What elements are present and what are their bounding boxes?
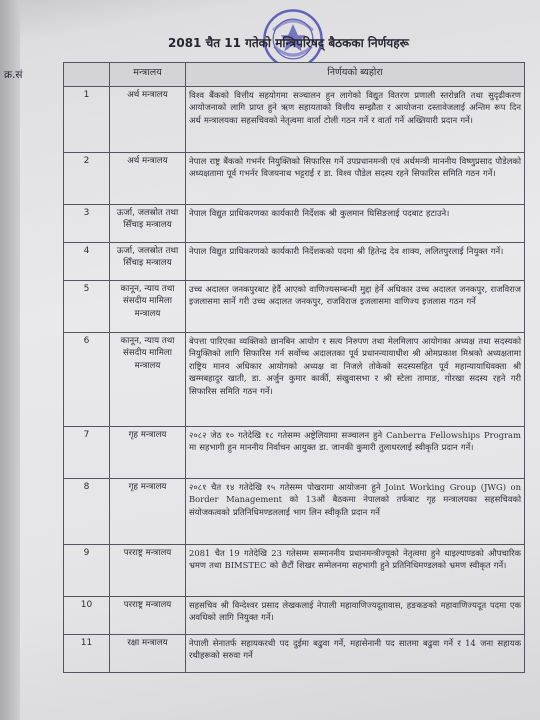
row-ministry: अर्थ मन्त्रालय: [110, 87, 186, 153]
row-number: 3: [64, 205, 110, 243]
row-description: नेपाली सेनातर्फ सहायकरथी पद दुईमा बढुवा गर्ने, महासेनानी पद सातमा बढुवा गर्ने र 14 जना सहायक रथीहरूको सरुवा गर्ने: [186, 635, 525, 673]
row-ministry: गृह मन्त्रालय: [110, 479, 186, 545]
row-number: 7: [64, 427, 110, 479]
header-ministry: मन्त्रालय: [110, 63, 186, 87]
table-row: [64, 205, 525, 243]
table-row: [64, 281, 525, 333]
row-number: 10: [64, 597, 110, 635]
table-row: [64, 635, 525, 673]
table-row: [64, 545, 525, 597]
row-description: सहसचिव श्री विन्देश्वर प्रसाद लेखकलाई नेपाली महावाणिज्यदूतावास, हङकङको महावाणिज्यदूत पदमा एक अवधिको लागि नियुक्त गर्ने।: [186, 597, 525, 635]
page-left-edge-shadow: [0, 0, 20, 720]
row-number: 9: [64, 545, 110, 597]
row-number: 8: [64, 479, 110, 545]
row-number: 4: [64, 243, 110, 281]
table-row: [64, 243, 525, 281]
row-number: 6: [64, 333, 110, 427]
header-serial: [64, 63, 110, 87]
row-number: 1: [64, 87, 110, 153]
table-row: [64, 597, 525, 635]
row-ministry: गृह मन्त्रालय: [110, 427, 186, 479]
table-row: [64, 427, 525, 479]
table-header-row: [64, 63, 525, 87]
row-description: नेपाल विद्युत प्राधिकरणको कार्यकारी निर्देशकको पदमा श्री हितेन्द्र देव शाक्य, ललितपुरलाई नियुक्त गर्ने।: [186, 243, 525, 281]
serial-number-label: क्र.सं: [4, 69, 23, 81]
row-ministry: कानून, न्याय तथा संसदीय मामिला मन्त्रालय: [110, 281, 186, 333]
row-number: 2: [64, 153, 110, 205]
row-description: २०८२ जेठ १० गतेदेखि १८ गतेसम्म अष्ट्रेलियामा सञ्चालन हुने Canberra Fellowships Program मा सहभागी हुन माननीय निर्वाचन आयुक्त डा. जानकी कुमारी तुलाधरलाई स्वीकृति प्रदान गर्ने।: [186, 427, 525, 479]
row-ministry: ऊर्जा, जलस्रोत तथा सिँचाइ मन्त्रालय: [110, 205, 186, 243]
row-description: 2081 चैत 19 गतेदेखि 23 गतेसम्म सम्माननीय प्रधानमन्त्रीज्यूको नेतृत्वमा हुने थाइल्याण्डको औपचारिक भ्रमण तथा BIMSTEC को छैटौं शिखर सम्मेलनमा सहभागी हुने प्रतिनिधिमण्डलको भ्रमण स्वीकृत गर्ने।: [186, 545, 525, 597]
row-ministry: रक्षा मन्त्रालय: [110, 635, 186, 673]
row-ministry: ऊर्जा, जलस्रोत तथा सिँचाइ मन्त्रालय: [110, 243, 186, 281]
row-description: बेपत्ता पारिएका व्यक्तिको छानबिन आयोग र सत्य निरुपण तथा मेलमिलाप आयोगका अध्यक्ष तथा सदस्यको नियुक्तिको लागि सिफारिस गर्न सर्वोच्च अदालतका पूर्व प्रधानन्यायाधीश श्री ओमप्रकाश मिश्रको अध्यक्षतामा राष्ट्रिय मानव अधिकार आयोगको अध्यक्ष वा निजले तोकेको सदस्यसहित पूर्व महान्यायाधिवक्ता श्री खम्मबहादुर खाती, डा. अर्जुन कुमार कार्की, संखुवासभा र श्री स्टेला तामाङ, गोरखा सदस्य रहने गरी सिफारिस समिति गठन गर्ने।: [186, 333, 525, 427]
table-row: [64, 479, 525, 545]
row-ministry: परराष्ट्र मन्त्रालय: [110, 545, 186, 597]
table-row: [64, 153, 525, 205]
row-ministry: अर्थ मन्त्रालय: [110, 153, 186, 205]
decisions-table: [63, 62, 525, 673]
header-description: निर्णयको ब्यहोरा: [186, 63, 525, 87]
row-number: 11: [64, 635, 110, 673]
row-ministry: परराष्ट्र मन्त्रालय: [110, 597, 186, 635]
row-description: २०८१ चैत १४ गतेदेखि १५ गतेसम्म पोखरामा आयोजना हुने Joint Working Group (JWG) on Border Management को 13औं बैठकमा नेपालको तर्फबाट गृह मन्त्रालयका सहसचिवको संयोजकत्वको प्रतिनिधिमण्डललाई भाग लिन स्वीकृति प्रदान गर्ने: [186, 479, 525, 545]
document-title: 2081 चैत 11 गतेको मन्त्रिपरिषद् बैठकका निर्णयहरू: [168, 36, 409, 50]
row-description: नेपाल विद्युत प्राधिकरणका कार्यकारी निर्देशक श्री कुलमान घिसिङलाई पदबाट हटाउने।: [186, 205, 525, 243]
row-description: नेपाल राष्ट्र बैंकको गभर्नर नियुक्तिको सिफारिस गर्ने उपप्रधानमन्त्री एवं अर्थमन्त्री माननीय विष्णुप्रसाद पौडेलको अध्यक्षतामा पूर्व गभर्नर विजयनाथ भट्टराई र डा. विश्व पौडेल सदस्य रहने सिफारिस समिति गठन गर्ने।: [186, 153, 525, 205]
table-row: [64, 87, 525, 153]
row-description: विश्व बैंकको वित्तीय सहयोगमा सञ्चालन हुन लागेको विद्युत वितरण प्रणाली स्तरोन्नति तथा सुदृढीकरण आयोजनाको लागि प्राप्त हुने ऋण सहायताको वित्तीय सम्झौता र आयोजना दस्तावेजलाई अन्तिम रूप दिन अर्थ मन्त्रालयका सहसचिवको नेतृत्वमा वार्ता टोली गठन गर्ने र वार्ता गर्ने अख्तियारी प्रदान गर्ने।: [186, 87, 525, 153]
row-description: उच्च अदालत जनकपुरबाट हेर्दै आएको वाणिज्यसम्बन्धी मुद्दा हेर्ने अधिकार उच्च अदालत जनकपुर, राजविराज इजलासमा सार्ने गरी उच्च अदालत जनकपुर, राजविराज इजलासमा वाणिज्य इजलास गठन गर्ने: [186, 281, 525, 333]
row-number: 5: [64, 281, 110, 333]
row-ministry: कानून, न्याय तथा संसदीय मामिला मन्त्रालय: [110, 333, 186, 427]
table-row: [64, 333, 525, 427]
